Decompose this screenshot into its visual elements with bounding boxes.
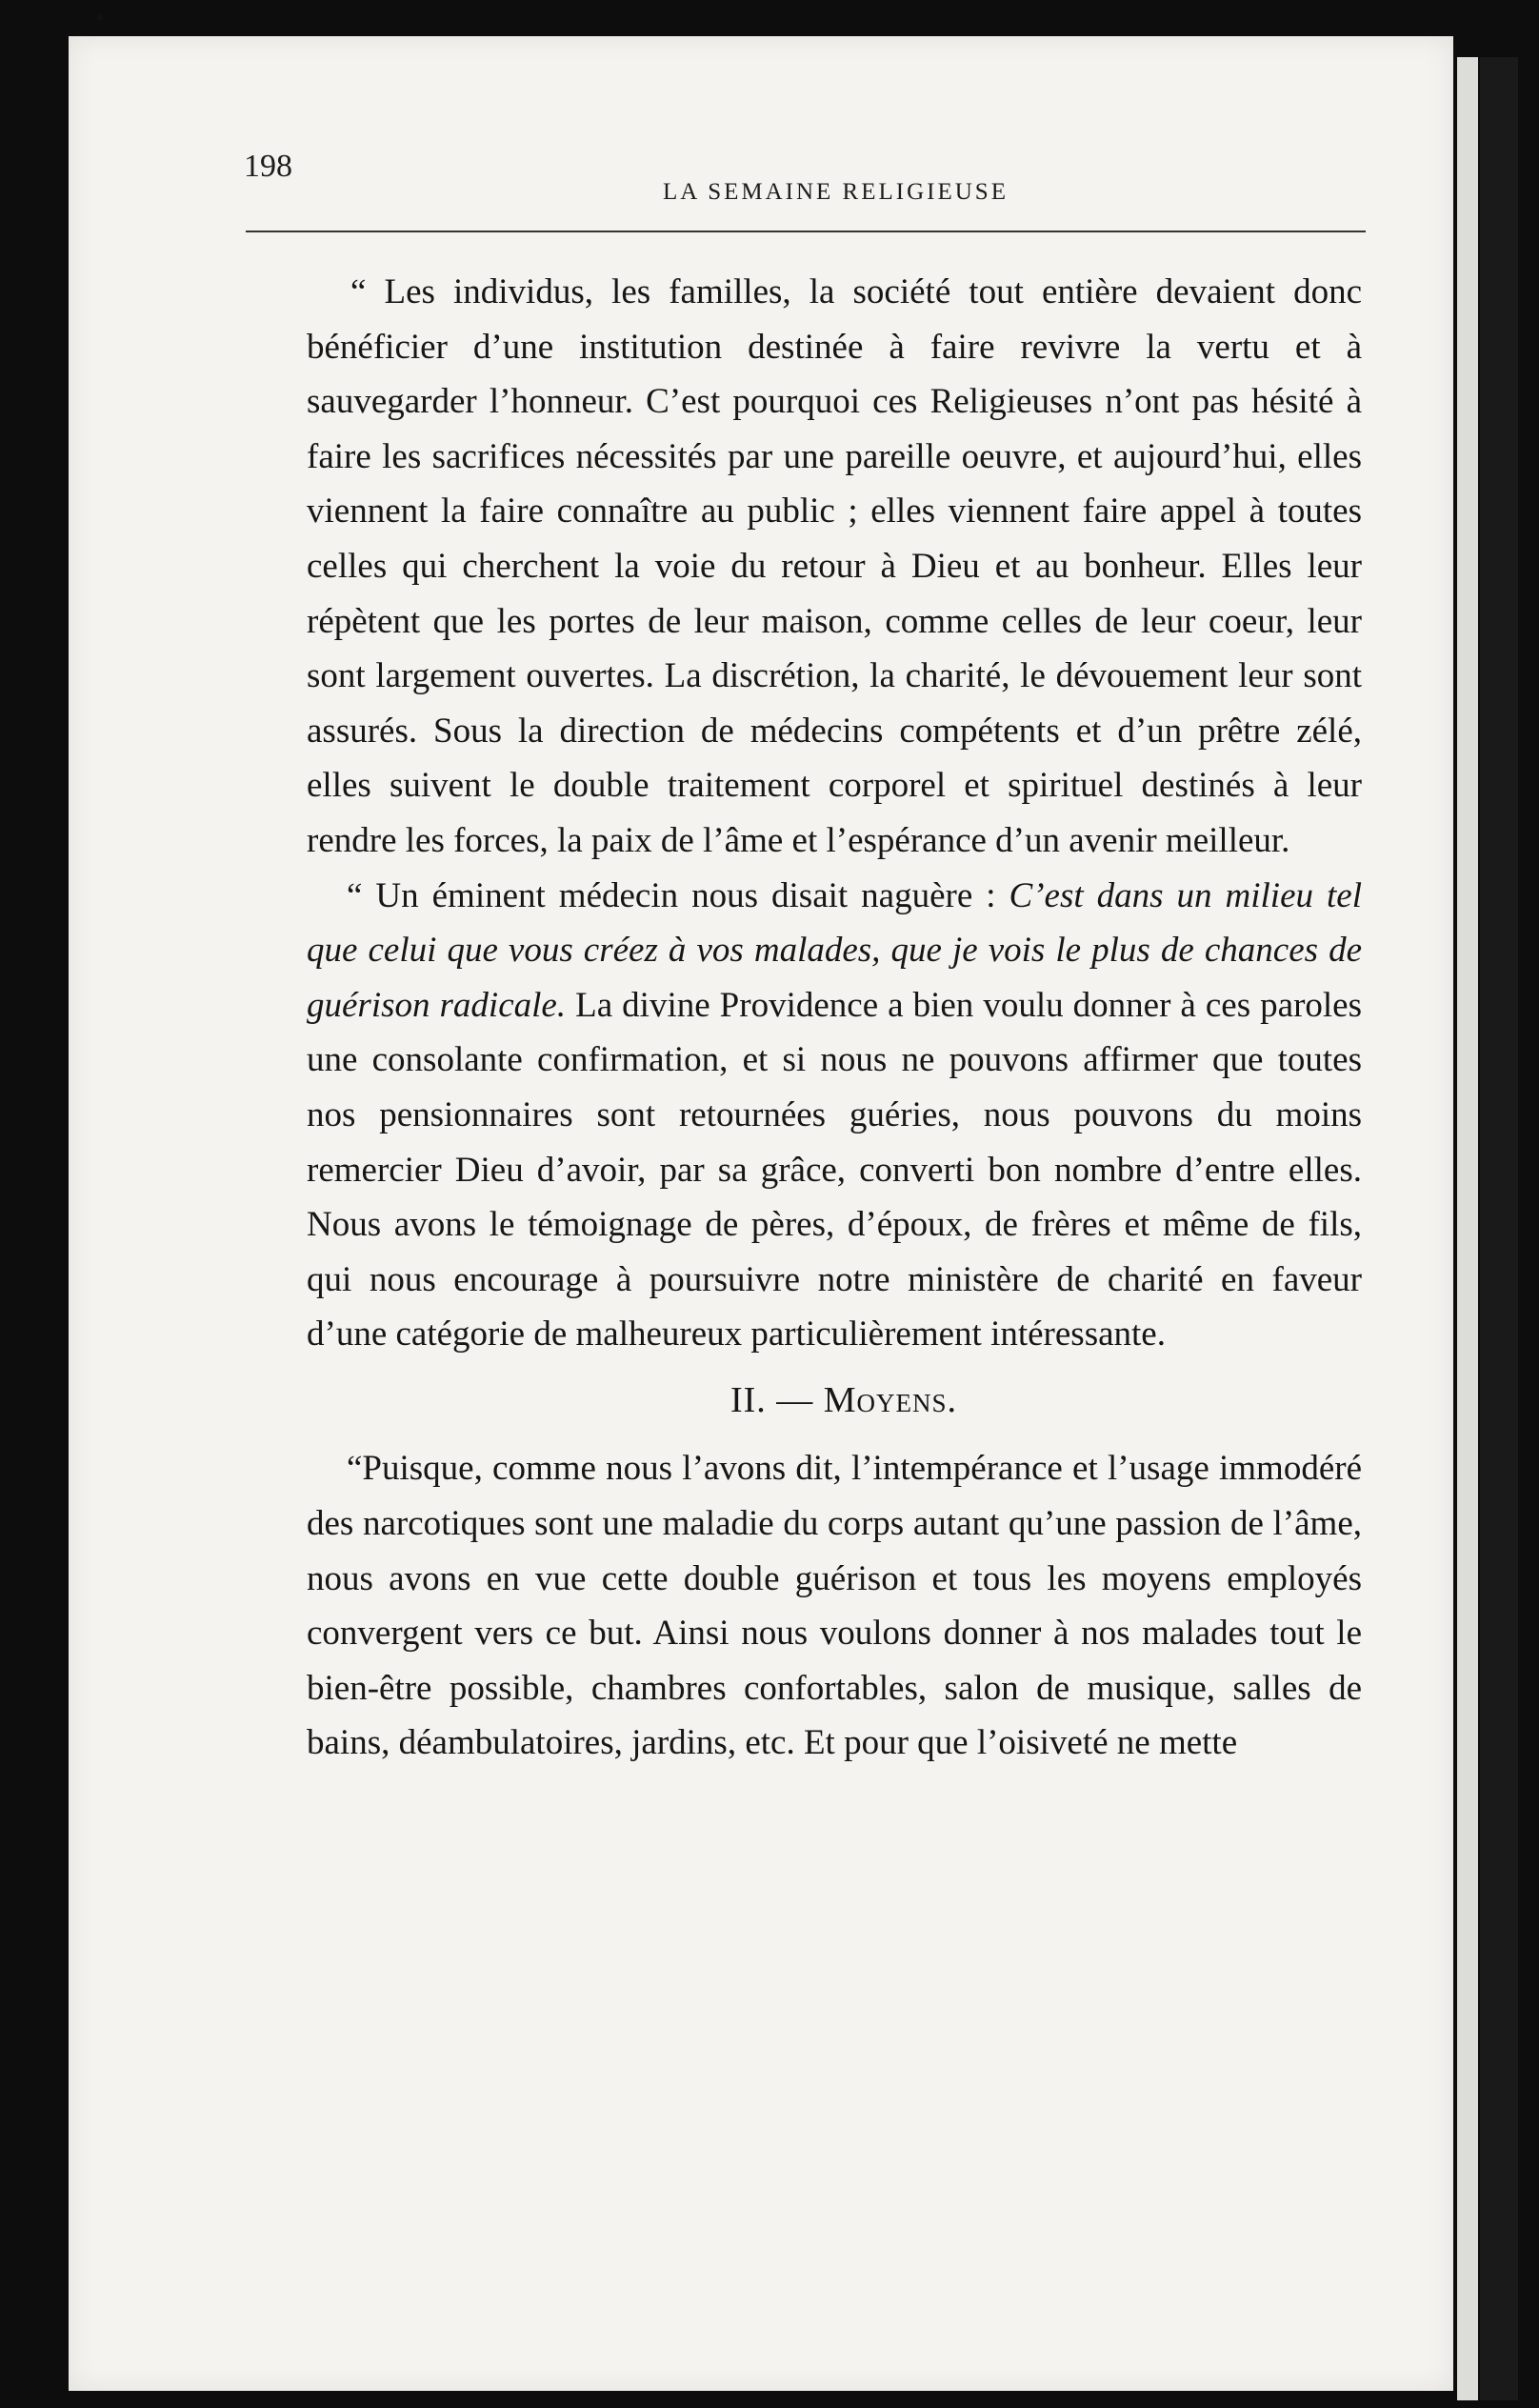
paragraph-3: “Puisque, comme nous l’avons dit, l’intempérance et l’usage immodéré des narcotiques sont une maladie du corps autant qu’une passion de l’âme, nous avons en vue cette double guérison et tous les moyens employés convergent vers ce but. Ainsi nous voulons donner à nos malades tout le bien-être possible, chambres confortables, salon de musique, salles de bains, déambulatoires, jardins, etc. Et pour que l’oisiveté ne mette [307,1449,1362,1763]
page-edge-dark [1480,57,1518,2400]
scan-speck: • [95,4,105,33]
section-heading: II. — Moyens. [730,1379,958,1420]
paragraph-2-rest: La divine Providence a bien voulu donner à ces paroles une consolante confirmation, et si nous ne pouvons affirmer que toutes nos pensionnaires sont retournées guéries, nous pouvons du moins remercier Dieu d’avoir, par sa grâce, converti bon nombre d’entre elles. Nous avons le témoignage de pères, d’époux, de frères et même de fils, qui nous encourage à poursuivre notre ministère de charité en faveur d’une catégorie de malheureux particulièrement intéressante. [307,985,1362,1354]
page-number: 198 [244,149,292,184]
running-title: LA SEMAINE RELIGIEUSE [663,179,1009,205]
body-text [307,265,1362,1771]
paragraph-2 [307,869,1362,1362]
header-rule [246,231,1366,232]
paragraph-2-intro: “ Un éminent médecin nous disait naguère : [347,875,1009,915]
paragraph-1: “ Les individus, les familles, la société tout entière devaient donc bénéficier d’une institution destinée à faire revivre la vertu et à sauvegarder l’honneur. C’est pourquoi ces Religieuses n’ont pas hésité à faire les sacrifices nécessités par une pareille oeuvre, et aujourd’hui, elles viennent la faire connaître au public ; elles viennent faire appel à toutes celles qui cherchent la voie du retour à Dieu et au bonheur. Elles leur répètent que les portes de leur maison, comme celles de leur coeur, leur sont largement ouvertes. La discrétion, la charité, le dévouement leur sont assurés. Sous la direction de médecins compétents et d’un prêtre zélé, elles suivent le double traitement corporel et spirituel destinés à leur rendre les forces, la paix de l’âme et l’espérance d’un avenir meilleur. [307,272,1362,860]
page-edge-light [1457,57,1478,2400]
paragraph-2-quote: C’est dans un milieu tel que celui que vous créez à vos malades, que je vois le plus de chances de guérison radicale. [307,875,1362,1025]
